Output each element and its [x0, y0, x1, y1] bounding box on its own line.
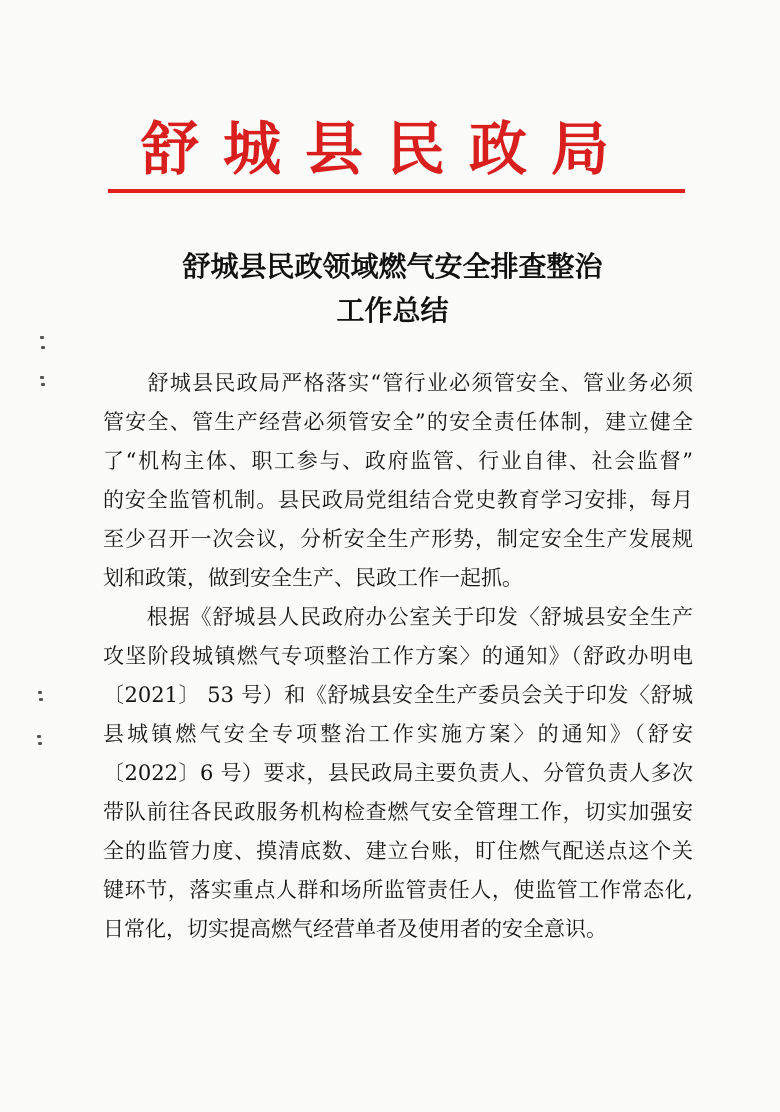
document-body: [103, 364, 693, 949]
scan-speck: [39, 698, 43, 701]
title-line-2: 工作总结: [336, 294, 449, 327]
body-line: 〔2022〕6 号）要求，县民政局主要负责人、分管负责人多次: [103, 761, 693, 785]
scan-speck: [40, 376, 44, 379]
scan-speck: [38, 742, 42, 745]
body-line: 划和政策，做到安全生产、民政工作一起抓。: [103, 566, 523, 590]
body-line: 〔2021〕 53 号）和《舒城县安全生产委员会关于印发〈舒城: [103, 683, 693, 707]
body-line: 全的监管力度、摸清底数、建立台账，盯住燃气配送点这个关: [103, 839, 693, 863]
scan-speck: [38, 691, 42, 694]
issuing-authority-header: 舒城县民政局: [140, 115, 633, 183]
red-header-rule: [108, 189, 685, 193]
body-line: 了“机构主体、职工参与、政府监管、行业自律、社会监督”: [103, 449, 693, 473]
body-line: 管安全、管生产经营必须管安全”的安全责任体制，建立健全: [103, 410, 693, 434]
scan-speck: [41, 383, 45, 386]
scan-speck: [40, 336, 44, 339]
paragraph-2: [103, 598, 693, 949]
scan-speck: [37, 735, 41, 738]
body-line: 根据《舒城县人民政府办公室关于印发〈舒城县安全生产: [103, 605, 693, 629]
paragraph-1: [103, 364, 693, 598]
body-line: 键环节，落实重点人群和场所监管责任人，使监管工作常态化,: [103, 878, 693, 902]
title-line-1: 舒城县民政领域燃气安全排查整治: [182, 250, 603, 283]
body-line: 的安全监管机制。县民政局党组结合党史教育学习安排，每月: [103, 488, 693, 512]
body-line: 舒城县民政局严格落实“管行业必须管安全、管业务必须: [103, 371, 693, 395]
body-line: 至少召开一次会议，分析安全生产形势，制定安全生产发展规: [103, 527, 693, 551]
body-line: 日常化，切实提高燃气经营单者及使用者的安全意识。: [103, 917, 607, 941]
scan-speck: [41, 346, 45, 349]
document-title: [110, 245, 675, 333]
body-line: 攻坚阶段城镇燃气专项整治工作方案〉的通知》（舒政办明电: [103, 644, 693, 668]
body-line: 带队前往各民政服务机构检查燃气安全管理工作，切实加强安: [103, 800, 693, 824]
body-line: 县城镇燃气安全专项整治工作实施方案〉的通知》（舒安: [103, 722, 693, 746]
